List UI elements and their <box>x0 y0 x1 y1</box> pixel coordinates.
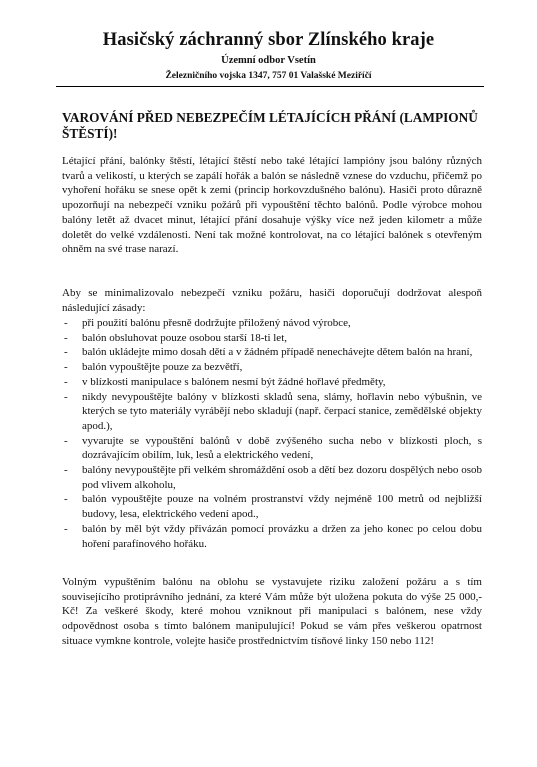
list-marker: - <box>64 361 68 374</box>
list-item <box>62 331 482 346</box>
intro-paragraph: Létající přání, balónky štěstí, létající štěstí nebo také létající lampióny jsou balóny různých tvarů a velikostí, u kterých se zapálí hořák a balón se následně vznese do vzduchu, přičemž po vyhoření hořáku se snese opět k zemi (princip horkovzdušného balónu). Hasiči proto důrazně upozorňují na nebezpečí vzniku požárů při vypouštění těchto balónů. Podle výrobce mohou balóny letět až dvacet minut, létající přání dosahuje výšky více než jeden kilometr a může doletět do velké vzdálenosti. Není tak možné kontrolovat, na co létající balónek s otevřeným ohněm na své trase narazí. <box>62 155 482 256</box>
list-item-text: při použití balónu přesně dodržujte přiložený návod výrobce, <box>82 317 351 329</box>
list-item <box>62 492 482 521</box>
closing-paragraph: Volným vypuštěním balónu na oblohu se vystavujete riziku založení požáru a s tím souvisejícího protiprávního jednání, za které Vám může být uložena pokuta do výše 25 000,-Kč! Za veškeré škody, které mohou vzniknout při manipulaci s balónem, nese vždy odpovědnost osoba s tímto balónem manipulující! Pokud se vám přes veškerou opatrnost situace vymkne kontrole, volejte hasiče prostřednictvím tísňové linky 150 nebo 112! <box>62 576 482 647</box>
header-divider <box>56 86 484 87</box>
list-item <box>62 463 482 492</box>
list-item-text: balón ukládejte mimo dosah dětí a v žádném případě nenechávejte dětem balón na hraní, <box>82 346 473 359</box>
organization-title: Hasičský záchranný sbor Zlínského kraje <box>102 30 435 50</box>
list-item-text: balóny nevypouštějte při velkém shromáždění osob a dětí bez dozoru dospělých nebo osob pod vlivem alkoholu, <box>82 464 482 491</box>
list-item <box>62 434 482 463</box>
list-item-text: nikdy nevypouštějte balóny v blízkosti skladů sena, slámy, hořlavin nebo výbušnin, ve kterých se tyto materiály vyrábějí nebo skladují (např. čerpací stanice, zemědělské objekty apod.), <box>82 390 482 432</box>
safety-rules-list <box>62 316 482 551</box>
organization-address: Železničního vojska 1347, 757 01 Valašské Meziříčí <box>165 71 372 81</box>
list-marker: - <box>64 493 68 506</box>
list-item <box>62 390 482 434</box>
list-item <box>62 360 482 375</box>
list-item-text: balón vypouštějte pouze za bezvětří, <box>82 361 243 374</box>
list-item <box>62 375 482 390</box>
rules-intro-paragraph: Aby se minimalizovalo nebezpečí vzniku požáru, hasiči doporučují dodržovat alespoň následující zásady: <box>62 287 482 314</box>
list-marker: - <box>64 317 68 329</box>
list-marker: - <box>64 346 68 359</box>
list-item-text: balón obsluhovat pouze osobou starší 18-ti let, <box>82 331 287 344</box>
list-item-text: balón by měl být vždy přivázán pomocí provázku a držen za jeho konec po celou dobu hoření parafínového hořáku. <box>82 522 482 550</box>
department-name: Územní odbor Vsetín <box>221 55 316 66</box>
list-item <box>62 345 482 360</box>
list-item <box>62 522 482 551</box>
list-item-text: balón vypouštějte pouze na volném prostranství vždy nejméně 100 metrů od nejbližší budovy, lesa, elektrického vedení apod., <box>82 493 482 521</box>
list-marker: - <box>64 390 68 403</box>
document-heading: VAROVÁNÍ PŘED NEBEZPEČÍM LÉTAJÍCÍCH PŘÁNÍ (LAMPIONŮ ŠTĚSTÍ)! <box>62 110 478 141</box>
list-item <box>62 316 482 331</box>
list-marker: - <box>64 434 68 447</box>
list-item-text: v blízkosti manipulace s balónem nesmí být žádné hořlavé předměty, <box>82 375 386 388</box>
list-marker: - <box>64 331 68 344</box>
list-marker: - <box>64 522 68 535</box>
list-item-text: vyvarujte se vypouštění balónů v době zvýšeného sucha nebo v blízkosti ploch, s dozrávajícím obilím, luk, lesů a elektrického vedení, <box>82 434 482 462</box>
list-marker: - <box>64 375 68 388</box>
list-marker: - <box>64 464 68 477</box>
